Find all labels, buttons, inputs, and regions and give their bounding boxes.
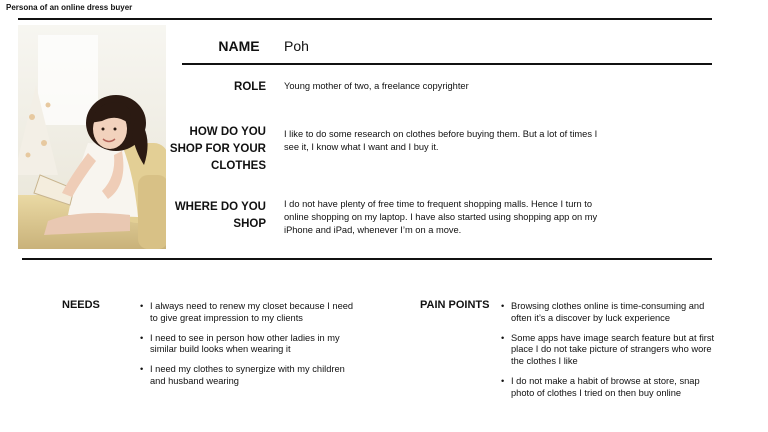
page-title: Persona of an online dress buyer: [6, 3, 133, 12]
how-shop-label-line: HOW DO YOU: [189, 126, 266, 138]
role-label: ROLE: [234, 81, 266, 93]
pain-item-line: often it’s a discover by luck experience: [511, 312, 670, 323]
bottom-divider: [22, 258, 712, 260]
needs-list: [140, 301, 390, 396]
how-shop-value: [284, 128, 597, 154]
needs-item-line: • I need to see in person how other ladies in my: [150, 332, 340, 343]
needs-heading: NEEDS: [62, 299, 100, 311]
pain-points-list: [501, 301, 761, 408]
persona-photo-illustration: [18, 25, 166, 249]
pain-points-heading: PAIN POINTS: [420, 299, 490, 311]
where-shop-value-line: iPhone and iPad, whenever I’m on a move.: [284, 225, 462, 235]
how-shop-label: [150, 124, 266, 175]
where-shop-label: [150, 199, 266, 233]
pain-item-line: the clothes I like: [511, 356, 578, 367]
where-shop-label-line: WHERE DO YOU: [174, 201, 266, 213]
where-shop-value-line: I do not have plenty of free time to frequent shopping malls. Hence I turn to: [284, 199, 593, 209]
pain-item-line: • Some apps have image search feature but at first: [511, 332, 715, 343]
list-item: [501, 333, 761, 368]
name-label: NAME: [218, 38, 260, 54]
list-item: [501, 376, 761, 400]
needs-item-line: • I need my clothes to synergize with my children: [150, 364, 345, 375]
pain-item-line: • Browsing clothes online is time-consuming and: [511, 301, 705, 311]
list-item: [140, 364, 390, 388]
persona-photo: [18, 25, 166, 249]
how-shop-label-line: SHOP FOR YOUR: [169, 143, 266, 155]
pain-item-line: photo of clothes I tried on then buy online: [511, 387, 682, 398]
where-shop-label-line: SHOP: [233, 218, 266, 230]
needs-item-line: similar build looks when wearing it: [150, 344, 291, 355]
top-divider: [18, 18, 712, 20]
name-divider: [182, 63, 712, 65]
where-shop-value: [284, 198, 597, 237]
pain-item-line: place I do not take picture of strangers who wore: [511, 344, 712, 355]
pain-item-line: • I do not make a habit of browse at store, snap: [511, 375, 700, 386]
list-item: [140, 301, 390, 325]
role-value: Young mother of two, a freelance copyrighter: [284, 81, 469, 91]
list-item: [140, 333, 390, 357]
how-shop-value-line: see it, I know what I want and I buy it.: [284, 142, 439, 152]
name-value: Poh: [284, 38, 309, 54]
needs-item-line: and husband wearing: [150, 375, 239, 386]
list-item: [501, 301, 761, 325]
needs-item-line: • I always need to renew my closet because I need: [150, 301, 354, 311]
how-shop-value-line: I like to do some research on clothes before buying them. But a lot of times I: [284, 129, 598, 139]
how-shop-label-line: CLOTHES: [211, 160, 266, 172]
where-shop-value-line: online shopping on my laptop. I have also started using shopping app on my: [284, 212, 598, 222]
needs-item-line: to give great impression to my clients: [150, 312, 303, 323]
